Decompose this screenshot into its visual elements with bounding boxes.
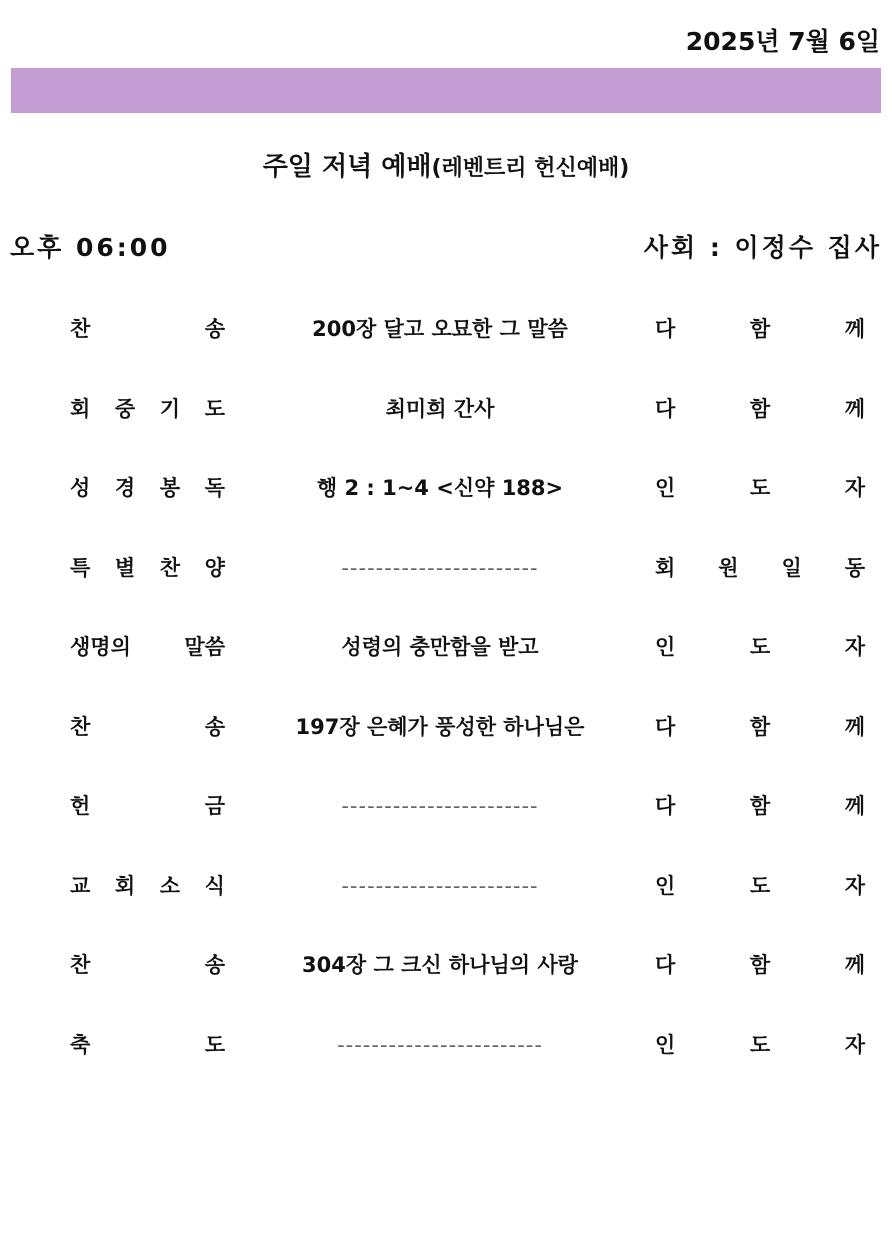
program-item-leader bbox=[655, 555, 865, 581]
program-item-label bbox=[70, 793, 225, 819]
program-item-leader bbox=[655, 793, 865, 819]
program-item-content: ----------------------- bbox=[341, 873, 539, 898]
bulletin-date: 2025년 7월 6일 bbox=[685, 27, 880, 56]
program-row bbox=[0, 767, 892, 847]
program-item-leader-part: 다 bbox=[655, 714, 676, 739]
program-item-content: 성령의 충만함을 받고 bbox=[341, 635, 539, 659]
program-item-leader-part: 인 bbox=[655, 1032, 676, 1057]
program-item-leader-part: 께 bbox=[844, 714, 865, 739]
program-item-leader-part: 다 bbox=[655, 953, 676, 977]
program-item-leader-part: 다 bbox=[655, 396, 676, 421]
program-item-label-part: 찬 bbox=[70, 953, 91, 977]
program-item-label-part: 송 bbox=[204, 714, 225, 739]
program-item-label bbox=[70, 873, 225, 899]
program-item-label bbox=[70, 952, 225, 978]
program-item-label-part: 별 bbox=[114, 555, 136, 580]
program-item-label bbox=[70, 714, 225, 740]
program-item-leader-part: 인 bbox=[655, 873, 676, 898]
program-item-label bbox=[70, 1032, 225, 1058]
order-of-worship bbox=[0, 290, 892, 1085]
program-item-label-part: 경 bbox=[114, 476, 136, 500]
program-item-label-part: 회 bbox=[114, 873, 136, 898]
program-row bbox=[0, 688, 892, 768]
program-item-content: ----------------------- bbox=[341, 794, 539, 818]
program-row bbox=[0, 290, 892, 370]
service-title-sub: (레벤트리 헌신예배) bbox=[431, 156, 630, 181]
program-item-content: ----------------------- bbox=[341, 555, 539, 580]
program-item-leader bbox=[655, 873, 865, 899]
program-item-content: 200장 달고 오묘한 그 말씀 bbox=[312, 317, 568, 341]
program-item-content: 행 2 : 1~4 <신약 188> bbox=[316, 476, 564, 500]
program-item-label-part: 독 bbox=[204, 476, 225, 500]
program-item-label-part: 헌 bbox=[70, 794, 91, 818]
program-item-label-part: 말씀 bbox=[184, 635, 225, 659]
program-item-leader-part: 함 bbox=[749, 794, 771, 818]
program-row bbox=[0, 1006, 892, 1086]
program-item-leader-part: 함 bbox=[749, 317, 771, 341]
program-row bbox=[0, 370, 892, 450]
program-item-leader-part: 다 bbox=[655, 794, 676, 818]
program-item-label bbox=[70, 475, 225, 501]
program-item-label-part: 봉 bbox=[159, 476, 181, 500]
program-item-content: ------------------------ bbox=[337, 1032, 543, 1057]
program-item-label-part: 찬 bbox=[70, 714, 91, 739]
program-row bbox=[0, 847, 892, 927]
program-item-leader-part: 함 bbox=[749, 953, 771, 977]
program-row bbox=[0, 926, 892, 1006]
program-item-leader-part: 함 bbox=[749, 714, 771, 739]
program-item-label bbox=[70, 555, 225, 581]
header-color-band bbox=[11, 68, 881, 113]
program-item-label-part: 기 bbox=[159, 396, 181, 421]
program-item-leader-part: 도 bbox=[749, 635, 771, 659]
program-item-content: 197장 은혜가 풍성한 하나님은 bbox=[295, 714, 585, 739]
program-item-leader-part: 도 bbox=[749, 1032, 771, 1057]
program-item-label-part: 교 bbox=[70, 873, 91, 898]
program-item-label-part: 성 bbox=[70, 476, 91, 500]
program-item-leader bbox=[655, 952, 865, 978]
program-item-leader-part: 자 bbox=[844, 635, 865, 659]
program-item-label-part: 금 bbox=[204, 794, 225, 818]
program-item-leader bbox=[655, 634, 865, 660]
program-item-label-part: 찬 bbox=[70, 317, 91, 341]
program-item-label-part: 도 bbox=[204, 396, 225, 421]
program-item-leader-part: 도 bbox=[749, 873, 771, 898]
program-item-leader bbox=[655, 475, 865, 501]
program-item-content: 304장 그 크신 하나님의 사랑 bbox=[302, 953, 578, 977]
program-item-leader-part: 함 bbox=[749, 396, 771, 421]
program-item-leader-part: 께 bbox=[844, 953, 865, 977]
program-item-leader-part: 자 bbox=[844, 873, 865, 898]
service-title-main: 주일 저녁 예배 bbox=[262, 152, 432, 182]
program-item-leader-part: 께 bbox=[844, 317, 865, 341]
program-item-label bbox=[70, 396, 225, 422]
program-item-leader-part: 다 bbox=[655, 317, 676, 341]
program-item-label-part: 특 bbox=[70, 555, 91, 580]
service-title bbox=[0, 146, 892, 183]
program-item-leader-part: 일 bbox=[781, 555, 802, 580]
program-row bbox=[0, 449, 892, 529]
program-item-label-part: 생명의 bbox=[70, 635, 131, 659]
program-item-label bbox=[70, 316, 225, 342]
program-item-leader-part: 도 bbox=[749, 476, 771, 500]
program-item-label-part: 식 bbox=[204, 873, 225, 898]
program-item-leader-part: 회 bbox=[655, 555, 676, 580]
program-item-leader-part: 께 bbox=[844, 794, 865, 818]
service-time: 오후 06:00 bbox=[10, 233, 171, 262]
program-item-leader-part: 인 bbox=[655, 476, 676, 500]
program-item-leader bbox=[655, 316, 865, 342]
program-item-label-part: 소 bbox=[159, 873, 181, 898]
program-row bbox=[0, 529, 892, 609]
program-item-leader bbox=[655, 714, 865, 740]
program-item-leader-part: 자 bbox=[844, 476, 865, 500]
program-item-leader-part: 원 bbox=[718, 555, 739, 580]
program-item-label-part: 축 bbox=[70, 1032, 91, 1057]
program-item-label-part: 송 bbox=[204, 953, 225, 977]
program-item-leader bbox=[655, 396, 865, 422]
program-item-label-part: 도 bbox=[204, 1032, 225, 1057]
program-item-leader-part: 동 bbox=[844, 555, 865, 580]
program-row bbox=[0, 608, 892, 688]
program-item-leader-part: 께 bbox=[844, 396, 865, 421]
program-item-label-part: 중 bbox=[114, 396, 136, 421]
program-item-leader-part: 인 bbox=[655, 635, 676, 659]
program-item-label bbox=[70, 634, 225, 660]
program-item-label-part: 회 bbox=[70, 396, 91, 421]
program-item-leader bbox=[655, 1032, 865, 1058]
program-item-label-part: 양 bbox=[204, 555, 225, 580]
program-item-label-part: 찬 bbox=[159, 555, 181, 580]
program-item-label-part: 송 bbox=[204, 317, 225, 341]
program-item-leader-part: 자 bbox=[844, 1032, 865, 1057]
program-item-content: 최미희 간사 bbox=[385, 396, 495, 421]
service-presider: 사회 : 이정수 집사 bbox=[643, 233, 882, 262]
